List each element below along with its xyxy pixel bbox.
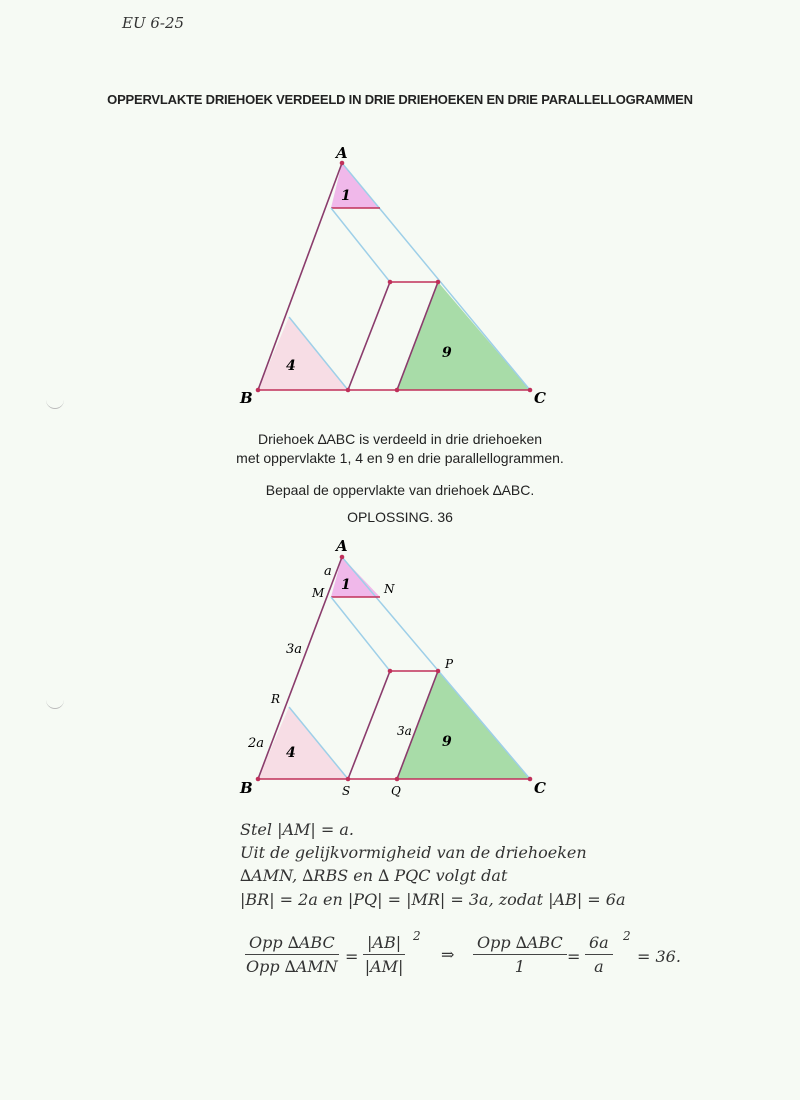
- work-line-1: Stel |AM| = a.: [240, 820, 354, 839]
- work-line-4: |BR| = 2a en |PQ| = |MR| = 3a, zodat |AB| = 6a: [240, 890, 626, 909]
- triangle-figure-solution: [230, 535, 570, 800]
- vertex-label-a: A: [336, 537, 348, 555]
- fraction-denominator: 1: [514, 957, 525, 976]
- vertex-dot: [346, 777, 351, 782]
- equals-sign: =: [567, 947, 581, 966]
- problem-line-2: met oppervlakte 1, 4 en 9 en drie parallellogrammen.: [236, 450, 564, 466]
- problem-line-1: Driehoek ∆ABC is verdeeld in drie driehoeken: [257, 431, 543, 447]
- vertex-dot: [256, 388, 261, 393]
- fraction-six-a-over-a: [585, 933, 613, 976]
- vertex-dot: [346, 388, 351, 393]
- length-label-am: a: [324, 564, 332, 579]
- length-label-mr: 3a: [286, 642, 303, 657]
- vertex-dot: [340, 555, 345, 560]
- segment-mp: [331, 597, 390, 671]
- length-label-rb: 2a: [248, 736, 265, 751]
- vertex-label-b: B: [240, 389, 253, 407]
- work-line-2: Uit de gelijkvormigheid van de driehoeken: [240, 843, 587, 862]
- vertex-label-a: A: [336, 145, 348, 162]
- fraction-denominator: Opp ∆AMN: [245, 957, 338, 976]
- vertex-dot: [256, 777, 261, 782]
- area-triangle-top: [331, 557, 380, 597]
- vertex-label-c: C: [534, 389, 546, 407]
- work-line-3: ∆AMN, ∆RBS en ∆ PQC volgt dat: [240, 866, 508, 885]
- solution-label: OPLOSSING. 36: [347, 509, 453, 525]
- segment-mp: [331, 208, 390, 282]
- exponent: 2: [623, 929, 631, 943]
- vertex-dot: [388, 669, 393, 674]
- area-label-4: 4: [286, 745, 296, 761]
- fraction-numerator: Opp ∆ABC: [245, 933, 339, 955]
- equals-sign: =: [345, 947, 359, 966]
- vertex-dot: [395, 777, 400, 782]
- area-label-9: 9: [442, 345, 452, 361]
- point-label-s: S: [342, 784, 351, 798]
- exponent: 2: [413, 929, 421, 943]
- area-label-4: 4: [286, 358, 296, 374]
- vertex-dot: [436, 669, 441, 674]
- fraction-numerator: 6a: [585, 933, 613, 955]
- vertex-dot: [528, 388, 533, 393]
- segment-left-par: [348, 671, 390, 779]
- area-triangle-top: [331, 163, 380, 208]
- implies-arrow: ⇒: [441, 945, 455, 964]
- segment-left-par: [348, 282, 390, 390]
- point-label-r: R: [271, 692, 281, 706]
- punch-hole-mark: [46, 698, 64, 709]
- fraction-denominator: |AM|: [364, 957, 404, 976]
- area-label-1: 1: [341, 577, 351, 593]
- problem-statement: [0, 430, 800, 468]
- area-label-1: 1: [341, 188, 351, 204]
- point-label-m: M: [312, 586, 325, 600]
- vertex-dot: [528, 777, 533, 782]
- fraction-numerator: |AB|: [363, 933, 405, 955]
- area-label-9: 9: [442, 734, 452, 750]
- vertex-dot: [395, 388, 400, 393]
- fraction-area-result: [473, 933, 567, 976]
- page-code: EU 6-25: [122, 14, 185, 32]
- area-ratio-formula: [245, 925, 715, 995]
- length-label-pq: 3a: [397, 724, 412, 738]
- point-label-p: P: [445, 657, 454, 671]
- page-title: OPPERVLAKTE DRIEHOEK VERDEELD IN DRIE DRIEHOEKEN EN DRIE PARALLELLOGRAMMEN: [107, 92, 693, 107]
- point-label-n: N: [384, 582, 395, 596]
- vertex-label-b: B: [240, 779, 253, 797]
- result-value: = 36.: [637, 947, 681, 966]
- vertex-label-c: C: [534, 779, 546, 797]
- triangle-figure-problem: [230, 145, 570, 410]
- vertex-dot: [436, 280, 441, 285]
- fraction-numerator: Opp ∆ABC: [473, 933, 567, 955]
- problem-question: Bepaal de oppervlakte van driehoek ∆ABC.: [265, 482, 535, 498]
- fraction-length-ratio: [363, 933, 405, 976]
- punch-hole-mark: [46, 398, 64, 409]
- fraction-area-ratio: [245, 933, 339, 976]
- point-label-q: Q: [391, 784, 401, 798]
- fraction-denominator: a: [594, 957, 604, 976]
- vertex-dot: [388, 280, 393, 285]
